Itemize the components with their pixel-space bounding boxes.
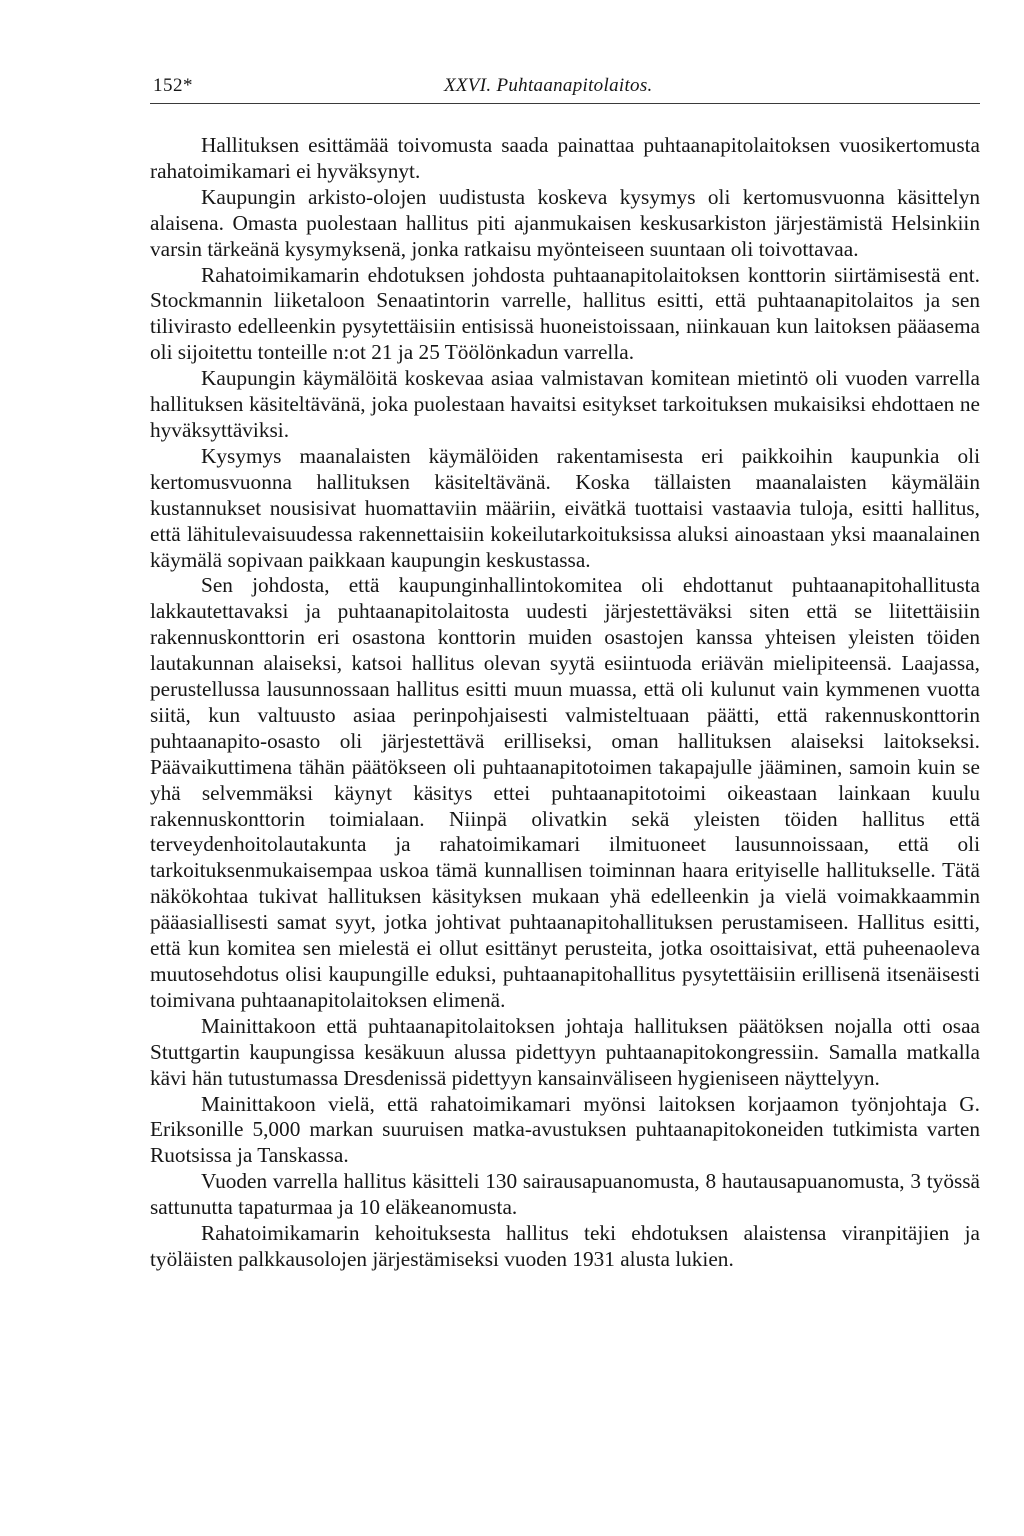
body-text [150, 133, 980, 1273]
paragraph: Rahatoimikamarin ehdotuksen johdosta puhtaanapitolaitoksen konttorin siirtämisestä ent. Stockmannin liiketaloon Senaatintorin varrelle, hallitus esitti, että puhtaanapitolaitos ja sen tilivirasto edelleenkin pysytettäisiin entisissä huoneistoissaan, niinkauan kun laitoksen pääasema oli sijoitettu tonteille n:ot 21 ja 25 Töölönkadun varrella. [150, 262, 980, 365]
paragraph: Sen johdosta, että kaupunginhallintokomitea oli ehdottanut puhtaanapitohallitusta lakkautettavaksi ja puhtaanapitolaitosta uudesti järjestettäväksi siten että se liitettäisiin rakennuskonttorin eri osastona konttorin muiden osastojen kanssa yhteisen yleisten töiden lautakunnan alaiseksi, katsoi hallitus olevan syytä esiintuoda eriävän mielipiteensä. Laajassa, perustellussa lausunnossaan hallitus esitti muun muassa, että oli kulunut vain kymmenen vuotta siitä, kun valtuusto asiaa perinpohjaisesti valmisteltuaan päätti, että rakennuskonttorin puhtaanapito-osasto oli järjestettävä erilliseksi, oman hallituksen alaiseksi laitokseksi. Päävaikuttimena tähän päätökseen oli puhtaanapitotoimen takapajulle jääminen, samoin kuin se yhä selvemmäksi käynyt käsitys ettei puhtaanapitotoimi oikeastaan lainkaan kuulu rakennuskonttorin toimialaan. Niinpä olivatkin sekä yleisten töiden hallitus että terveydenhoitolautakunta ja rahatoimikamari ilmituoneet lausunnoissaan, että oli tarkoituksenmukaisempaa uskoa tämä kunnallisen toiminnan haara erityiselle hallitukselle. Tätä näkökohtaa tukivat hallituksen käsityksen mukaan yhä edelleenkin ja vielä voimakkaammin pääasiallisesti samat syyt, jotka johtivat puhtaanapitohallituksen perustamiseen. Hallitus esitti, että kun komitea sen mielestä ei ollut esittänyt perusteita, jotka osoittaisivat, että puheenaoleva muutosehdotus olisi kaupungille eduksi, puhtaanapitohallitus pysytettäisiin erillisenä itsenäisesti toimivana puhtaanapitolaitoksen elimenä. [150, 573, 980, 1012]
page-header [153, 75, 979, 103]
paragraph: Kaupungin arkisto-olojen uudistusta koskeva kysymys oli kertomusvuonna käsittelyn alaisena. Omasta puolestaan hallitus piti ajanmukaisen keskusarkiston järjestämistä Helsinkiin varsin tärkeänä kysymyksenä, jonka ratkaisu myönteiseen suuntaan oli toivottavaa. [150, 184, 980, 261]
paragraph: Kaupungin käymälöitä koskevaa asiaa valmistavan komitean mietintö oli vuoden varrella hallituksen käsiteltävänä, joka puolestaan havaitsi esitykset tarkoituksen mukaisiksi ehdottaen ne hyväksyttäviksi. [150, 366, 980, 442]
paragraph: Hallituksen esittämää toivomusta saada painattaa puhtaanapitolaitoksen vuosikertomusta rahatoimikamari ei hyväksynyt. [150, 133, 980, 183]
paragraph: Rahatoimikamarin kehoituksesta hallitus teki ehdotuksen alaistensa viranpitäjien ja työläisten palkkausolojen järjestämiseksi vuoden 1931 alusta lukien. [150, 1221, 980, 1271]
header-divider [150, 103, 980, 104]
paragraph: Mainittakoon vielä, että rahatoimikamari myönsi laitoksen korjaamon työnjohtaja G. Eriksonille 5,000 markan suuruisen matka-avustuksen puhtaanapitokoneiden tutkimista varten Ruotsissa ja Tanskassa. [150, 1091, 980, 1168]
page-number: 152* [153, 75, 193, 96]
paragraph: Kysymys maanalaisten käymälöiden rakentamisesta eri paikkoihin kaupunkia oli kertomusvuonna hallituksen käsiteltävänä. Koska tällaisten maanalaisten käymäläin kustannukset nousisivat huomattaviin määriin, eivätkä tuottaisi vastaavia tuloja, esitti hallitus, että lähitulevaisuudessa rakennettaisiin kokeilutarkoituksissa aluksi ainoastaan yksi maanalainen käymälä sopivaan paikkaan kaupungin keskustassa. [150, 443, 980, 572]
paragraph: Mainittakoon että puhtaanapitolaitoksen johtaja hallituksen päätöksen nojalla otti osaa Stuttgartin kaupungissa kesäkuun alussa pidettyyn puhtaanapitokongressiin. Samalla matkalla kävi hän tutustumassa Dresdenissä pidettyyn kansainväliseen hygieniseen näyttelyyn. [150, 1013, 980, 1090]
running-head: XXVI. Puhtaanapitolaitos. [444, 75, 653, 96]
paragraph: Vuoden varrella hallitus käsitteli 130 sairausapuanomusta, 8 hautausapuanomusta, 3 työssä sattunutta tapaturmaa ja 10 eläkeanomusta. [150, 1169, 980, 1220]
